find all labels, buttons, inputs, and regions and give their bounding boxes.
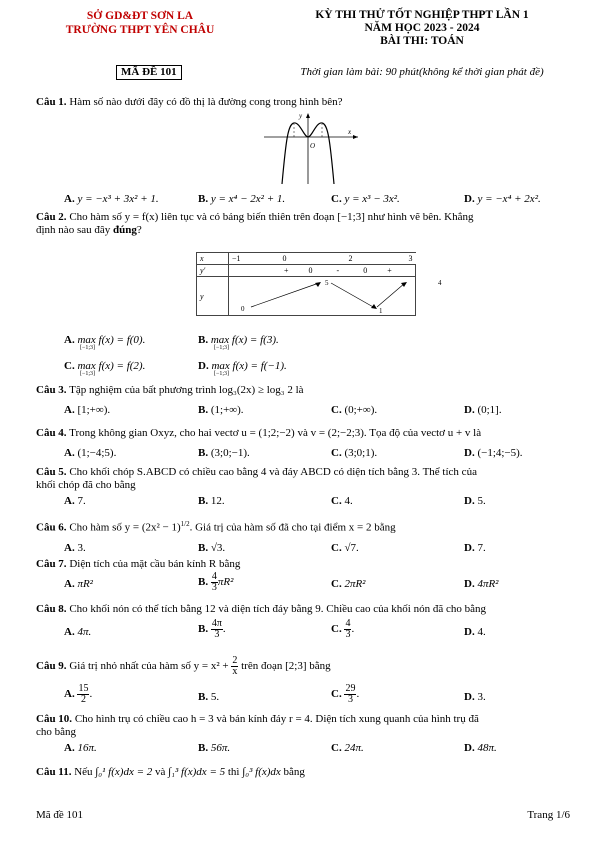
value-label: 0 xyxy=(241,305,245,313)
q8-option-a[interactable] xyxy=(64,626,91,638)
option-letter: B. xyxy=(198,193,209,205)
question-5 xyxy=(36,466,566,492)
q-number: Câu 4. xyxy=(36,427,67,439)
option-letter: D. xyxy=(464,404,475,416)
q3-option-d[interactable] xyxy=(464,404,502,416)
option-text: 4. xyxy=(344,495,353,507)
exponent: 1/2 xyxy=(180,520,190,528)
graph-y-label: y xyxy=(299,112,303,120)
fraction: $\frac{4\pi}{3}$ xyxy=(211,618,222,640)
exam-title: KỲ THI THỬ TỐT NGHIỆP THPT LẦN 1 xyxy=(315,9,529,21)
q-number: Câu 3. xyxy=(36,384,67,396)
question-6 xyxy=(36,518,566,535)
graph-x-label: x xyxy=(348,128,352,136)
q4-option-b[interactable] xyxy=(198,447,250,459)
option-letter: A. xyxy=(64,578,75,590)
table-cell: 2 xyxy=(348,254,353,263)
option-text: (0;1]. xyxy=(477,404,502,416)
option-letter: C. xyxy=(331,447,342,459)
q9-option-a[interactable]: A. $\frac{15}{2}$ . xyxy=(64,683,93,705)
integral: ∫₁³ f(x)dx = 5 xyxy=(168,766,226,778)
q-text-2: trên đoạn [2;3] bằng xyxy=(241,660,331,673)
q-text: Trong không gian Oxyz, cho hai vectơ u = (1;2;−2) và v = (2;−2;3). Tọa độ của vectơ u + v là xyxy=(69,427,482,439)
option-text: 7. xyxy=(77,495,86,507)
option-text: max f(x) = f(3). xyxy=(210,334,279,346)
option-letter: C. xyxy=(331,495,342,507)
interval-sub: [−1;3] xyxy=(80,371,96,377)
x-arrow-icon xyxy=(353,135,358,139)
option-letter: B. xyxy=(198,404,209,416)
q-number: Câu 10. xyxy=(36,713,73,725)
q8-option-b[interactable]: B. $\frac{4\pi}{3}$ . xyxy=(198,618,226,640)
option-text: (1;+∞). xyxy=(210,404,244,416)
option-letter: C. xyxy=(331,193,342,205)
q-text: thì xyxy=(227,766,240,778)
q-number: Câu 9. xyxy=(36,660,67,673)
q-text-2: cho bằng xyxy=(36,726,77,738)
y-arrow-icon xyxy=(306,113,310,118)
interval-sub: [−1;3] xyxy=(214,345,230,351)
table-cell: 0 xyxy=(282,254,287,263)
q8-option-d[interactable] xyxy=(464,626,486,638)
option-text: √7. xyxy=(344,542,359,554)
q8-option-c[interactable]: C. $\frac{4}{3}$ . xyxy=(331,618,355,640)
option-letter: A. xyxy=(64,193,75,205)
table-cell: 0 xyxy=(308,266,313,275)
q-text: Hàm số nào dưới đây có đồ thị là đường cong trong hình bên? xyxy=(69,96,343,108)
option-letter: D. xyxy=(464,193,475,205)
option-letter: A. xyxy=(64,688,75,701)
q6-option-c[interactable] xyxy=(331,542,359,554)
header-left xyxy=(40,9,240,37)
arrow-up-icon xyxy=(401,282,407,287)
value-label: 5 xyxy=(325,279,329,287)
question-7 xyxy=(36,558,566,571)
time-note: Thời gian làm bài: 90 phút(không kể thời gian phát đề) xyxy=(300,66,544,78)
q7-option-a[interactable] xyxy=(64,578,93,590)
exam-code: MÃ ĐỀ 101 xyxy=(116,65,182,80)
q-number: Câu 5. xyxy=(36,466,67,478)
q-text-2: định nào sau đây xyxy=(36,224,111,236)
q1-graph xyxy=(262,110,362,186)
option-text: max f(x) = f(0). xyxy=(77,334,146,346)
table-cell: - xyxy=(336,266,340,275)
school-name: TRƯỜNG THPT YÊN CHÂU xyxy=(65,24,215,36)
table-row xyxy=(197,253,416,265)
q-number: Câu 6. xyxy=(36,521,67,534)
value-label: 4 xyxy=(438,279,442,287)
q9-option-b[interactable] xyxy=(198,691,219,703)
option-letter: B. xyxy=(198,742,209,754)
option-letter: C. xyxy=(331,688,342,701)
option-letter: D. xyxy=(464,691,475,703)
option-text: 12. xyxy=(210,495,225,507)
q2-option-b[interactable] xyxy=(198,334,279,351)
header-right xyxy=(262,9,582,48)
option-letter: B. xyxy=(198,576,209,589)
option-letter: A. xyxy=(64,334,75,346)
option-letter: A. xyxy=(64,495,75,507)
option-text: √3. xyxy=(210,542,226,554)
interval-sub: [−1;3] xyxy=(80,345,96,351)
school-year: NĂM HỌC 2023 - 2024 xyxy=(364,22,480,34)
option-text: max f(x) = f(2). xyxy=(77,360,146,372)
option-text: πR² xyxy=(217,576,234,589)
q6-option-d[interactable] xyxy=(464,542,486,554)
question-8 xyxy=(36,603,566,616)
option-text: 4. xyxy=(477,626,486,638)
q5-option-a[interactable] xyxy=(64,495,86,507)
table-cell: 3 xyxy=(408,254,413,263)
q-number: Câu 2. xyxy=(36,211,67,223)
table-cell: + xyxy=(284,266,289,275)
footer-page-number: Trang 1/6 xyxy=(527,809,570,821)
option-letter: A. xyxy=(64,404,75,416)
option-text: (1;−4;5). xyxy=(77,447,117,459)
option-text: y = −x⁴ + 2x². xyxy=(477,193,541,205)
q7-option-b[interactable] xyxy=(198,572,233,593)
dept-name: SỞ GD&ĐT SƠN LA xyxy=(86,10,194,22)
q7-option-c[interactable] xyxy=(331,578,365,590)
question-9 xyxy=(36,656,566,677)
option-letter: C. xyxy=(331,623,342,636)
value-label: 1 xyxy=(379,307,383,315)
option-text: 3. xyxy=(77,542,86,554)
fraction: $\frac{4}{3}$ xyxy=(211,571,217,593)
option-text: max f(x) = f(−1). xyxy=(211,360,287,372)
q-text: Cho hàm số y = (2x² − 1) xyxy=(69,521,181,534)
option-letter: C. xyxy=(64,360,75,372)
q5-option-c[interactable] xyxy=(331,495,353,507)
q10-option-b[interactable] xyxy=(198,742,230,754)
q-text-2: khối chóp đã cho bằng xyxy=(36,479,136,491)
fraction: $\frac{29}{3}$ xyxy=(345,683,356,705)
option-letter: B. xyxy=(198,447,209,459)
q5-option-b[interactable] xyxy=(198,495,225,507)
option-letter: A. xyxy=(64,447,75,459)
option-letter: D. xyxy=(198,360,209,372)
option-letter: A. xyxy=(64,742,75,754)
option-text: 5. xyxy=(477,495,486,507)
q-text: Giá trị nhỏ nhất của hàm số y = x² + xyxy=(69,660,229,673)
q4-option-d[interactable] xyxy=(464,447,523,459)
option-text: πR² xyxy=(77,578,93,590)
q3-option-c[interactable] xyxy=(331,404,377,416)
option-text: y = −x³ + 3x² + 1. xyxy=(77,193,159,205)
q-text: Cho khối nón có thể tích bằng 12 và diện tích đáy bằng 9. Chiều cao của khối nón đã cho bằng xyxy=(69,603,486,615)
question-2: Câu 2. Cho hàm số y = f(x) liên tục và có bảng biến thiên trên đoạn [−1;3] như hình vẽ bên. Khẳng định nào sau đây đúng? xyxy=(36,211,474,236)
q3-option-a[interactable] xyxy=(64,404,110,416)
arrow-up-icon xyxy=(315,282,321,287)
q-text: Nếu xyxy=(74,766,93,778)
q3-option-b[interactable] xyxy=(198,404,244,416)
q10-option-c[interactable] xyxy=(331,742,364,754)
question-11 xyxy=(36,766,566,779)
integral: ∫₀³ f(x)dx xyxy=(242,766,281,778)
q-text: Cho hình trụ có chiều cao h = 3 và bán kính đáy r = 4. Diện tích xung quanh của hình trụ đã xyxy=(74,713,479,725)
q1-option-d[interactable] xyxy=(464,193,541,205)
variation-table xyxy=(196,252,442,316)
table-cell: y xyxy=(200,291,204,301)
table-cell: x xyxy=(200,254,204,263)
option-letter: B. xyxy=(198,542,209,554)
q1-option-a[interactable] xyxy=(64,193,159,205)
q9-option-c[interactable]: C. $\frac{29}{3}$ . xyxy=(331,683,360,705)
option-text: 3. xyxy=(477,691,486,703)
q-text: bằng xyxy=(283,766,305,778)
option-letter: D. xyxy=(464,542,475,554)
q-number: Câu 7. xyxy=(36,558,67,570)
q9-option-d[interactable] xyxy=(464,691,486,703)
q4-option-c[interactable] xyxy=(331,447,377,459)
option-letter: D. xyxy=(464,447,475,459)
option-text: (3;0;−1). xyxy=(210,447,250,459)
option-text: 2πR² xyxy=(344,578,366,590)
q2-option-d[interactable] xyxy=(198,360,287,377)
option-letter: D. xyxy=(464,742,475,754)
option-text: 48π. xyxy=(477,742,497,754)
option-text: 24π. xyxy=(344,742,364,754)
option-letter: D. xyxy=(464,578,475,590)
option-text: 16π. xyxy=(77,742,97,754)
q10-option-a[interactable] xyxy=(64,742,97,754)
option-text: y = x⁴ − 2x² + 1. xyxy=(210,193,286,205)
table-cell: 0 xyxy=(363,266,368,275)
q-text-2: . Giá trị của hàm số đã cho tại điểm x = 2 bằng xyxy=(189,521,396,534)
q-text: Cho khối chóp S.ABCD có chiều cao bằng 4 và đáy ABCD có diện tích bằng 3. Thể tích của xyxy=(69,466,477,478)
option-letter: A. xyxy=(64,626,75,638)
question-4 xyxy=(36,427,566,440)
footer-exam-code: Mã đề 101 xyxy=(36,809,84,821)
q-text: Diện tích của mặt cầu bán kính R bằng xyxy=(69,558,241,570)
option-text: (−1;4;−5). xyxy=(477,447,523,459)
table-row xyxy=(197,277,416,316)
table-row xyxy=(197,265,416,277)
fraction: $\frac{4}{3}$ xyxy=(345,618,351,640)
table-cell: y′ xyxy=(200,266,206,275)
q6-option-b[interactable] xyxy=(198,542,225,554)
option-text: (0;+∞). xyxy=(344,404,378,416)
q6-option-a[interactable] xyxy=(64,542,86,554)
q-text: Cho hàm số y = f(x) liên tục và có bảng biến thiên trên đoạn [−1;3] như hình vẽ bên. Khẳng xyxy=(69,211,474,223)
q2-option-a[interactable] xyxy=(64,334,146,351)
option-text: 4πR² xyxy=(477,578,499,590)
option-letter: B. xyxy=(198,691,209,703)
fraction: $\frac{15}{2}$ xyxy=(78,683,89,705)
q2-option-c[interactable] xyxy=(64,360,146,377)
question-10 xyxy=(36,713,566,739)
q7-option-d[interactable] xyxy=(464,578,498,590)
q5-option-d[interactable] xyxy=(464,495,486,507)
option-letter: B. xyxy=(198,334,209,346)
q1-option-b[interactable] xyxy=(198,193,285,205)
option-text: 7. xyxy=(477,542,486,554)
option-letter: B. xyxy=(198,623,209,636)
option-letter: C. xyxy=(331,404,342,416)
subject: BÀI THI: TOÁN xyxy=(380,35,464,47)
option-text: 4π. xyxy=(77,626,92,638)
option-letter: C. xyxy=(331,542,342,554)
table-cell: + xyxy=(387,266,392,275)
integral: ∫₀¹ f(x)dx = 2 xyxy=(95,766,153,778)
option-text: [1;+∞). xyxy=(77,404,111,416)
question-3 xyxy=(36,384,566,397)
option-letter: B. xyxy=(198,495,209,507)
q4-option-a[interactable] xyxy=(64,447,116,459)
option-letter: C. xyxy=(331,742,342,754)
interval-sub: [−1;3] xyxy=(214,371,230,377)
fraction: $\frac{2}{x}$ xyxy=(232,655,238,677)
q10-option-d[interactable] xyxy=(464,742,497,754)
variation-arrow-end xyxy=(375,277,415,315)
q-text: và xyxy=(155,766,166,778)
q-text-bold: đúng xyxy=(112,224,137,236)
question-1 xyxy=(36,96,566,109)
option-letter: D. xyxy=(464,626,475,638)
q-number: Câu 11. xyxy=(36,766,72,778)
q-number: Câu 8. xyxy=(36,603,67,615)
option-text: (3;0;1). xyxy=(344,447,378,459)
q-text: Tập nghiệm của bất phương trình log₃(2x) ≥ log₃ 2 là xyxy=(69,384,304,396)
option-text: 5. xyxy=(210,691,220,703)
graph-origin-label: O xyxy=(310,142,316,150)
option-text: y = x³ − 3x². xyxy=(344,193,400,205)
option-letter: D. xyxy=(464,495,475,507)
option-letter: C. xyxy=(331,578,342,590)
option-text: 56π. xyxy=(210,742,231,754)
option-letter: A. xyxy=(64,542,75,554)
q1-option-c[interactable] xyxy=(331,193,400,205)
q-number: Câu 1. xyxy=(36,96,67,108)
table-cell: −1 xyxy=(232,254,241,263)
